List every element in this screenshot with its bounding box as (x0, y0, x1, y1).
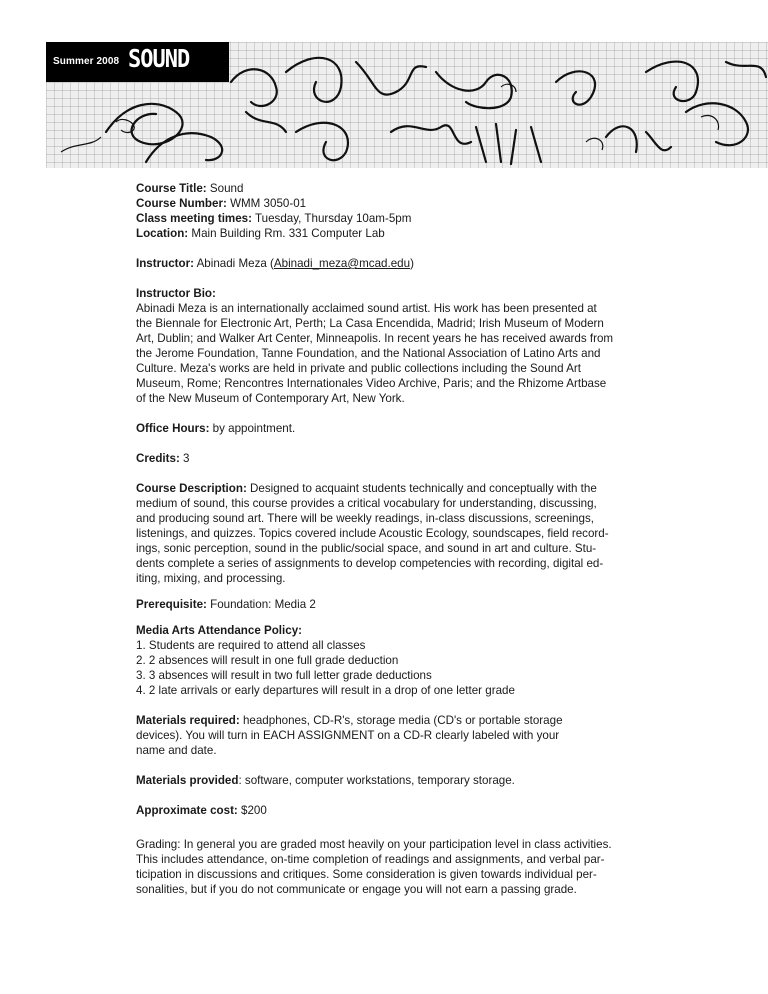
bio-line: the Biennale for Electronic Art, Perth; La Casa Encendida, Madrid; Irish Museum of Modern (136, 317, 604, 330)
office-hours-line (136, 421, 661, 436)
materials-required-first-line (136, 713, 661, 728)
instructor-name: Abinadi Meza ( (196, 257, 274, 270)
cost-value: $200 (241, 804, 267, 817)
description-first-line (136, 481, 661, 496)
bio-label: Instructor Bio: (136, 287, 216, 300)
office-hours-label: Office Hours: (136, 422, 210, 435)
course-title-label: Course Title: (136, 182, 207, 195)
materials-provided-value: : software, computer workstations, temporary storage. (238, 774, 515, 787)
meeting-times-value: Tuesday, Thursday 10am-5pm (255, 212, 412, 225)
meeting-times-line (136, 211, 661, 226)
credits-line (136, 451, 661, 466)
bio-line: Abinadi Meza is an internationally acclaimed sound artist. His work has been presented at (136, 302, 597, 315)
bio-line: Culture. Meza's works are held in private and public collections including the Sound Art (136, 362, 581, 375)
description-line: and producing sound art. There will be weekly readings, in-class discussions, screenings, (136, 512, 594, 525)
description-first-text: Designed to acquaint students technically and conceptually with the (250, 482, 597, 495)
description-line: dents complete a series of assignments to develop competencies with recording, digital ed- (136, 557, 604, 570)
prerequisite-line (136, 597, 661, 612)
location-line (136, 226, 661, 241)
instructor-email-link[interactable]: Abinadi_meza@mcad.edu (273, 257, 411, 270)
header-title: SOUND (128, 45, 190, 74)
bio-line: of the New Museum of Contemporary Art, New York. (136, 392, 405, 405)
course-number-label: Course Number: (136, 197, 227, 210)
bio-line: Art, Dublin; and Walker Art Center, Minneapolis. In recent years he has received awards from (136, 332, 614, 345)
attendance-heading (136, 623, 661, 638)
materials-provided-label: Materials provided (136, 774, 239, 787)
attendance-item: 2. 2 absences will result in one full grade deduction (136, 654, 399, 667)
materials-required-first-text: headphones, CD-R's, storage media (CD's or portable storage (242, 714, 563, 727)
materials-required-line: devices). You will turn in EACH ASSIGNMENT on a CD-R clearly labeled with your (136, 729, 560, 742)
header-season: Summer 2008 (53, 56, 120, 67)
instructor-close-paren: ) (410, 257, 414, 270)
bio-heading (136, 286, 661, 301)
description-line: ings, sonic perception, sound in the public/social space, and sound in art and culture. Stu- (136, 542, 597, 555)
bio-line: Museum, Rome; Rencontres Internationales Video Archive, Paris; and the Rhizome Artbase (136, 377, 607, 390)
attendance-item: 4. 2 late arrivals or early departures will result in a drop of one letter grade (136, 684, 515, 697)
description-label: Course Description: (136, 482, 247, 495)
syllabus-body (136, 181, 661, 897)
materials-required-label: Materials required: (136, 714, 240, 727)
course-title-line (136, 181, 661, 196)
bio-line: the Jerome Foundation, Tanne Foundation, and the National Association of Latino Arts and (136, 347, 601, 360)
description-line: medium of sound, this course provides a critical vocabulary for understanding, discussing, (136, 497, 597, 510)
course-title-value: Sound (209, 182, 244, 195)
office-hours-value: by appointment. (212, 422, 296, 435)
prerequisite-value: Foundation: Media 2 (210, 598, 316, 611)
materials-required-line: name and date. (136, 744, 217, 757)
description-line: iting, mixing, and processing. (136, 572, 286, 585)
location-label: Location: (136, 227, 189, 240)
description-line: listenings, and quizzes. Topics covered include Acoustic Ecology, soundscapes, field record- (136, 527, 609, 540)
cost-line (136, 803, 661, 818)
cost-label: Approximate cost: (136, 804, 238, 817)
grading-line: ticipation in discussions and critiques. Some consideration is given towards individual per- (136, 868, 597, 881)
location-value: Main Building Rm. 331 Computer Lab (191, 227, 385, 240)
attendance-label: Media Arts Attendance Policy: (136, 624, 302, 637)
credits-label: Credits: (136, 452, 180, 465)
instructor-line (136, 256, 661, 271)
prerequisite-label: Prerequisite: (136, 598, 207, 611)
header-title-box (46, 42, 229, 82)
instructor-label: Instructor: (136, 257, 194, 270)
meeting-times-label: Class meeting times: (136, 212, 252, 225)
grading-line: This includes attendance, on-time completion of readings and assignments, and verbal par- (136, 853, 605, 866)
attendance-item: 1. Students are required to attend all classes (136, 639, 366, 652)
grading-line: Grading: In general you are graded most heavily on your participation level in class activities. (136, 838, 612, 851)
credits-value: 3 (183, 452, 190, 465)
materials-provided-line (136, 773, 661, 788)
course-number-line (136, 196, 661, 211)
grading-line: sonalities, but if you do not communicate or engage you will not earn a passing grade. (136, 883, 577, 896)
course-number-value: WMM 3050-01 (230, 197, 307, 210)
attendance-item: 3. 3 absences will result in two full letter grade deductions (136, 669, 432, 682)
